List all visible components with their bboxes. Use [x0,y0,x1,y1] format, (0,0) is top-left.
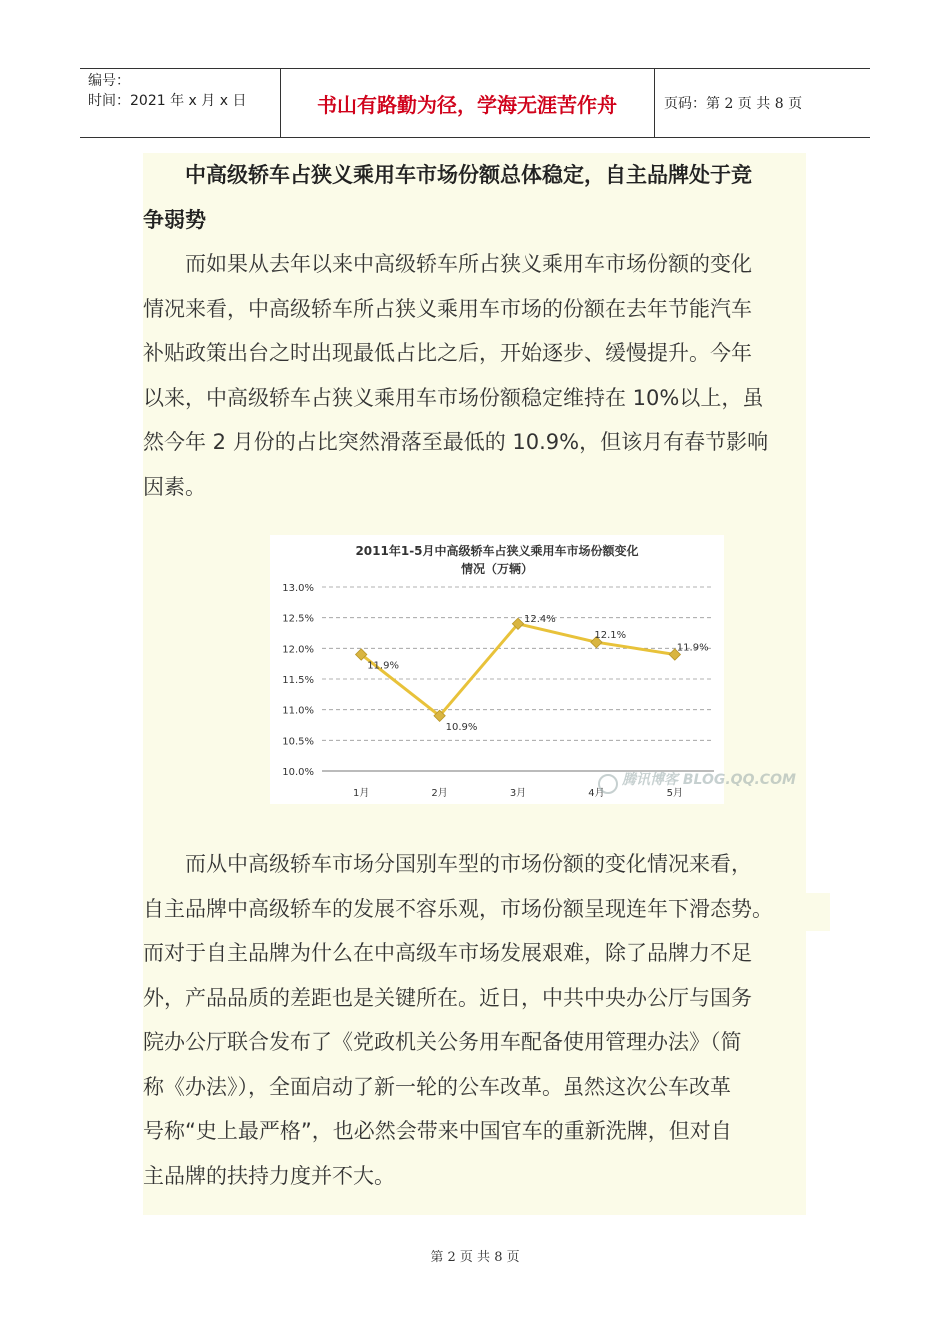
y-tick-label: 11.5% [282,675,314,686]
data-label: 11.9% [367,660,399,672]
data-label: 10.9% [445,721,478,733]
paragraph-line: 称《办法》），全面启动了新一轮的公车改革。虽然这次公车改革 [143,1074,731,1099]
watermark-text: 腾讯博客 BLOG.QQ.COM [622,772,796,788]
paragraph-line: 然今年 2 月份的占比突然滑落至最低的 10.9%，但该月有春节影响 [143,430,769,454]
paragraph-line: 而对于自主品牌为什么在中高级车市场发展艰难，除了品牌力不足 [143,941,752,965]
time-label: 时间：2021 年 x 月 x 日 [88,93,247,109]
paragraph-2 [143,842,806,1198]
data-label: 12.1% [594,630,627,642]
chart-title-line-1: 2011年1-5月中高级轿车占狭义乘用车市场份额变化 [355,544,639,558]
x-tick-label: 4月 [588,788,605,799]
data-label: 11.9% [676,642,709,654]
header-divider [654,69,655,137]
header-motto: 书山有路勤为径，学海无涯苦作舟 [317,92,617,117]
y-tick-label: 13.0% [282,583,314,594]
paragraph-line: 自主品牌中高级轿车的发展不容乐观，市场份额呈现连年下滑态势。 [143,896,773,921]
paragraph-line: 而如果从去年以来中高级轿车所占狭义乘用车市场份额的变化 [185,252,752,276]
data-label: 12.4% [524,613,556,625]
paragraph-line: 情况来看，中高级轿车所占狭义乘用车市场的份额在去年节能汽车 [143,296,752,321]
number-label: 编号： [88,73,130,89]
x-tick-label: 3月 [509,788,527,799]
paragraph-line: 补贴政策出台之时出现最低占比之后，开始逐步、缓慢提升。今年 [143,341,752,365]
chart-series [356,618,681,721]
x-tick-label: 1月 [353,788,370,799]
chart-svg [270,535,796,804]
paragraph-line: 院办公厅联合发布了《党政机关公务用车配备使用管理办法》（简 [143,1030,742,1054]
series-line [361,624,675,716]
market-share-chart [270,535,796,804]
x-tick-label: 2月 [431,788,448,799]
paragraph-line: 主品牌的扶持力度并不大。 [143,1163,395,1188]
watermark-logo-icon [599,775,617,793]
header-page-info: 页码：第 2 页 共 8 页 [664,96,803,112]
y-tick-label: 12.5% [282,613,314,625]
x-tick-label: 5月 [666,788,683,799]
heading-line: 中高级轿车占狭义乘用车市场份额总体稳定，自主品牌处于竞 [185,163,752,187]
y-tick-label: 10.0% [282,767,314,778]
heading-line: 争弱势 [143,207,206,232]
y-tick-label: 11.0% [282,705,314,717]
y-tick-label: 12.0% [282,644,314,656]
highlight-extension [806,893,830,931]
paragraph-1 [143,242,806,509]
page-header [80,68,870,138]
section-heading [143,153,806,242]
paragraph-line: 而从中高级轿车市场分国别车型的市场份额的变化情况来看， [185,852,752,876]
page-footer: 第 2 页 共 8 页 [430,1250,520,1265]
paragraph-line: 外，产品品质的差距也是关键所在。近日，中共中央办公厅与国务 [143,985,752,1010]
chart-axes [282,583,714,799]
header-left [88,71,288,111]
chart-data-labels [367,614,708,733]
chart-title-line-2: 情况（万辆） [460,562,534,576]
y-tick-label: 10.5% [282,736,314,748]
paragraph-line: 因素。 [143,474,206,499]
paragraph-line: 号称“史上最严格”，也必然会带来中国官车的重新洗牌，但对自 [143,1119,732,1143]
paragraph-line: 以来，中高级轿车占狭义乘用车市场份额稳定维持在 10%以上，虽 [143,385,764,410]
